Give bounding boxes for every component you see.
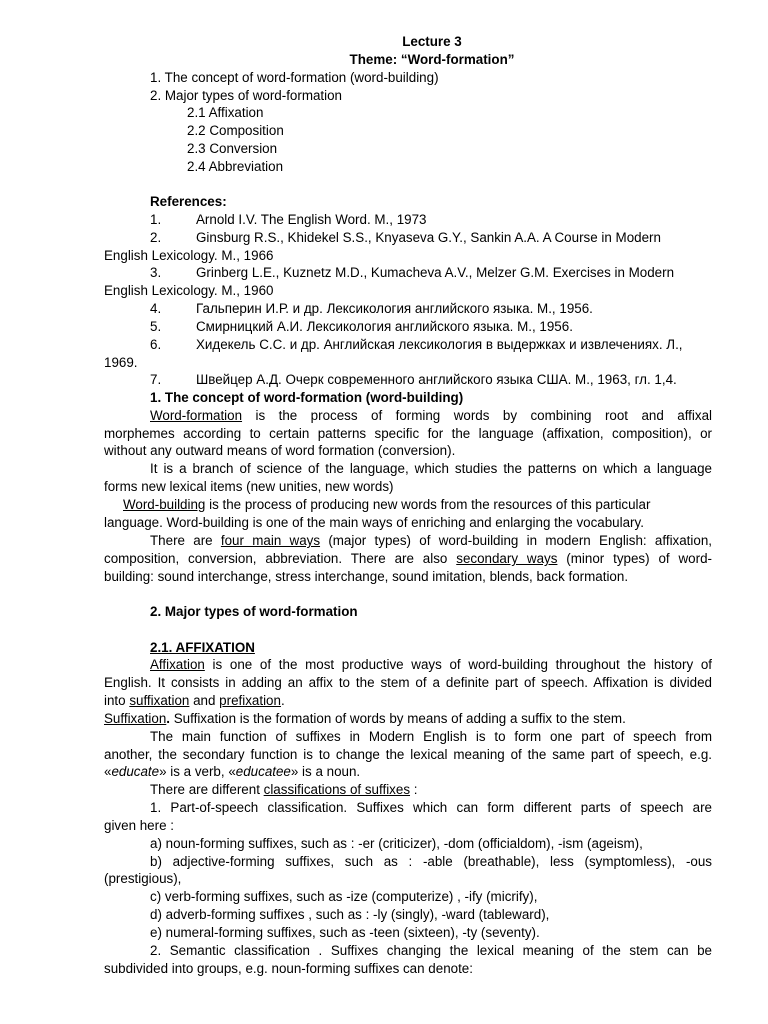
text-run: into	[104, 693, 130, 708]
paragraph-line	[150, 656, 712, 674]
text-run: «	[104, 764, 112, 779]
paragraph-line	[123, 496, 731, 514]
reference-number: 5.	[150, 319, 162, 334]
paragraph-line: It is a branch of science of the language, which studies the patterns on which a language	[150, 461, 712, 476]
list-item: b) adjective-forming suffixes, such as : -able (breathable), less (symptomless), -ous	[150, 854, 712, 869]
text-run: is the process of producing new words from the resources of this particular	[205, 497, 651, 512]
term-suffixation-def: Suffixation	[104, 711, 167, 726]
term-word-building: Word-building	[123, 497, 206, 512]
reference-text: Grinberg L.E., Kuznetz M.D., Kumacheva A.V., Melzer G.M. Exercises in Modern	[196, 265, 675, 280]
paragraph-line: The main function of suffixes in Modern English is to form one part of speech from	[150, 729, 712, 744]
text-run: is the process of forming words by combining root and affixal	[242, 408, 712, 423]
reference-number: 1.	[150, 212, 162, 227]
reference-number: 6.	[150, 337, 162, 352]
outline-sub-2: 2.2 Composition	[187, 123, 284, 138]
paragraph-line: without any outward means of word formation (conversion).	[104, 443, 456, 458]
reference-text-continued: English Lexicology. M., 1960	[104, 283, 274, 298]
text-run: » is a noun.	[290, 764, 361, 779]
outline-item-1: 1. The concept of word-formation (word-building)	[150, 70, 439, 85]
paragraph-line	[104, 710, 712, 728]
paragraph-line	[104, 763, 712, 781]
paragraph-line	[104, 550, 712, 568]
text-run: and	[189, 693, 220, 708]
paragraph-line: morphemes according to certain patterns specific for the language (affixation, composition), or	[104, 426, 712, 441]
term-prefixation: prefixation	[219, 693, 281, 708]
paragraph-line: 1. Part-of-speech classification. Suffixes which can form different parts of speech are	[150, 800, 712, 815]
outline-sub-3: 2.3 Conversion	[187, 141, 278, 156]
paragraph-line: subdivided into groups, e.g. noun-forming suffixes can denote:	[104, 961, 473, 976]
text-run: There are	[150, 533, 221, 548]
section-2-heading: 2. Major types of word-formation	[150, 604, 358, 619]
reference-number: 4.	[150, 301, 162, 316]
reference-number: 7.	[150, 372, 162, 387]
text-run: is one of the most productive ways of word-building throughout the history of	[204, 657, 712, 672]
paragraph-line	[150, 781, 758, 799]
example-word: educatee	[235, 764, 291, 779]
reference-text: Ginsburg R.S., Khidekel S.S., Knyaseva G.Y., Sankin A.A. A Course in Modern	[196, 230, 661, 245]
text-run: :	[410, 782, 418, 797]
paragraph-line	[104, 692, 712, 710]
term-classifications: classifications of suffixes	[263, 782, 411, 797]
reference-number: 3.	[150, 265, 162, 280]
example-word: educate	[111, 764, 160, 779]
lecture-number: Lecture 3	[402, 34, 462, 49]
term-secondary-ways: secondary ways	[456, 551, 558, 566]
references-title: References:	[150, 194, 227, 209]
reference-text-continued: English Lexicology. M., 1966	[104, 248, 274, 263]
paragraph-line: building: sound interchange, stress interchange, sound imitation, blends, back formation.	[104, 569, 629, 584]
text-run: composition, conversion, abbreviation. There are also	[104, 551, 457, 566]
paragraph-line: 2. Semantic classification . Suffixes changing the lexical meaning of the stem can be	[150, 943, 712, 958]
text-run: » is a verb, «	[159, 764, 236, 779]
reference-text: Смирницкий А.И. Лексикология английского языка. М., 1956.	[196, 319, 573, 334]
text-run: (minor types) of word-	[557, 551, 712, 566]
term-suffixation: suffixation	[129, 693, 190, 708]
text-run: .	[280, 693, 285, 708]
paragraph-line	[150, 532, 712, 550]
reference-text: Arnold I.V. The English Word. M., 1973	[196, 212, 427, 227]
paragraph-line: given here :	[104, 818, 174, 833]
reference-text: Хидекель С.С. и др. Английская лексикология в выдержках и извлечениях. Л.,	[196, 337, 683, 352]
list-item: a) noun-forming suffixes, such as : -er (criticizer), -dom (officialdom), -ism (ageism),	[150, 836, 643, 851]
text-run: (major types) of word-building in modern English: affixation,	[320, 533, 712, 548]
section-1-heading: 1. The concept of word-formation (word-building)	[150, 390, 464, 405]
reference-text: Гальперин И.Р. и др. Лексикология английского языка. М., 1956.	[196, 301, 593, 316]
reference-text-continued: 1969.	[104, 355, 138, 370]
term-four-main-ways: four main ways	[220, 533, 321, 548]
outline-sub-1: 2.1 Affixation	[187, 105, 264, 120]
paragraph-line: another, the secondary function is to change the lexical meaning of the same part of speech, e.g.	[104, 747, 712, 762]
term-word-formation: Word-formation	[150, 408, 243, 423]
reference-text: Швейцер А.Д. Очерк современного английского языка США. М., 1963, гл. 1,4.	[196, 372, 677, 387]
text-run: .	[166, 711, 171, 726]
paragraph-line	[150, 407, 712, 425]
list-item: e) numeral-forming suffixes, such as -teen (sixteen), -ty (seventy).	[150, 925, 540, 940]
paragraph-line: language. Word-building is one of the main ways of enriching and enlarging the vocabulary.	[104, 515, 644, 530]
list-item: c) verb-forming suffixes, such as -ize (computerize) , -ify (micrify),	[150, 889, 538, 904]
list-item-continued: (prestigious),	[104, 871, 182, 886]
subsection-affixation-heading: 2.1. AFFIXATION	[150, 640, 255, 655]
paragraph-line: English. It consists in adding an affix to the stem of a definite part of speech. Affixation is divided	[104, 675, 712, 690]
term-affixation: Affixation	[150, 657, 205, 672]
outline-item-2: 2. Major types of word-formation	[150, 88, 343, 103]
paragraph-line: forms new lexical items (new unities, new words)	[104, 479, 394, 494]
text-run: There are different	[150, 782, 264, 797]
list-item: d) adverb-forming suffixes , such as : -ly (singly), -ward (tableward),	[150, 907, 550, 922]
lecture-theme: Theme: “Word-formation”	[349, 52, 515, 67]
outline-sub-4: 2.4 Abbreviation	[187, 159, 284, 174]
text-run: Suffixation is the formation of words by means of adding a suffix to the stem.	[170, 711, 626, 726]
reference-number: 2.	[150, 230, 162, 245]
